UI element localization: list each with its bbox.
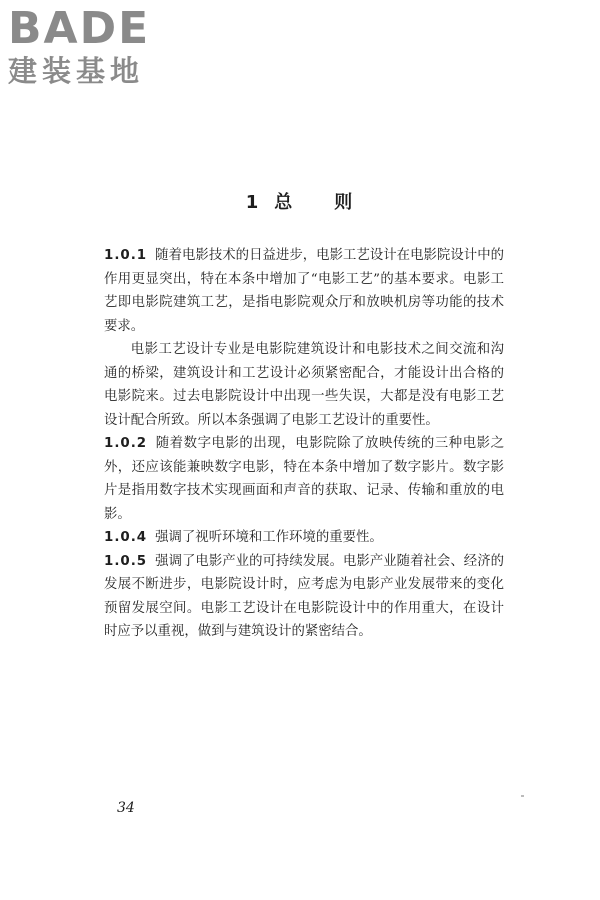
chapter-title [0, 188, 600, 214]
clause-number: 1.0.5 [104, 553, 148, 569]
clause-1-0-5 [104, 550, 504, 644]
watermark-brand: BADE [8, 3, 151, 54]
clause-1-0-1 [104, 244, 504, 338]
clause-number: 1.0.1 [104, 248, 148, 263]
bade-watermark-logo [8, 4, 178, 88]
clause-text: 随着电影技术的日益进步，电影工艺设计在电影院设计中的作用更显突出，特在本条中增加了“电影工艺”的基本要求。电影工艺即电影院建筑工艺，是指电影院观众厅和放映机房等功能的技术要求。 [104, 248, 504, 334]
chapter-title-char-1: 总 [274, 192, 295, 213]
clause-text: 随着数字电影的出现，电影院除了放映传统的三种电影之外，还应该能兼映数字电影，特在本条中增加了数字影片。数字影片是指用数字技术实现画面和声音的获取、记录、传输和重放的电影。 [104, 436, 504, 522]
body-text [104, 244, 504, 644]
chapter-number: 1 [245, 192, 261, 213]
watermark-subtitle: 建装基地 [8, 54, 145, 88]
clause-1-0-4 [104, 526, 504, 550]
clause-1-0-2 [104, 432, 504, 526]
chapter-title-char-2: 则 [334, 192, 355, 213]
clause-1-0-1-continued [104, 338, 504, 432]
page-number: 34 [117, 800, 135, 816]
clause-number: 1.0.2 [104, 436, 148, 451]
clause-text: 电影工艺设计专业是电影院建筑设计和电影技术之间交流和沟通的桥梁，建筑设计和工艺设计必须紧密配合，才能设计出合格的电影院来。过去电影院设计中出现一些失误，大都是没有电影工艺设计配合所致。所以本条强调了电影工艺设计的重要性。 [104, 342, 504, 428]
clause-number: 1.0.4 [104, 530, 148, 545]
clause-text: 强调了视听环境和工作环境的重要性。 [155, 530, 383, 545]
scan-speck [521, 795, 524, 797]
clause-text: 强调了电影产业的可持续发展。电影产业随着社会、经济的发展不断进步，电影院设计时，应考虑为电影产业发展带来的变化预留发展空间。电影工艺设计在电影院设计中的作用重大，在设计时应予以重视，做到与建筑设计的紧密结合。 [104, 553, 504, 639]
